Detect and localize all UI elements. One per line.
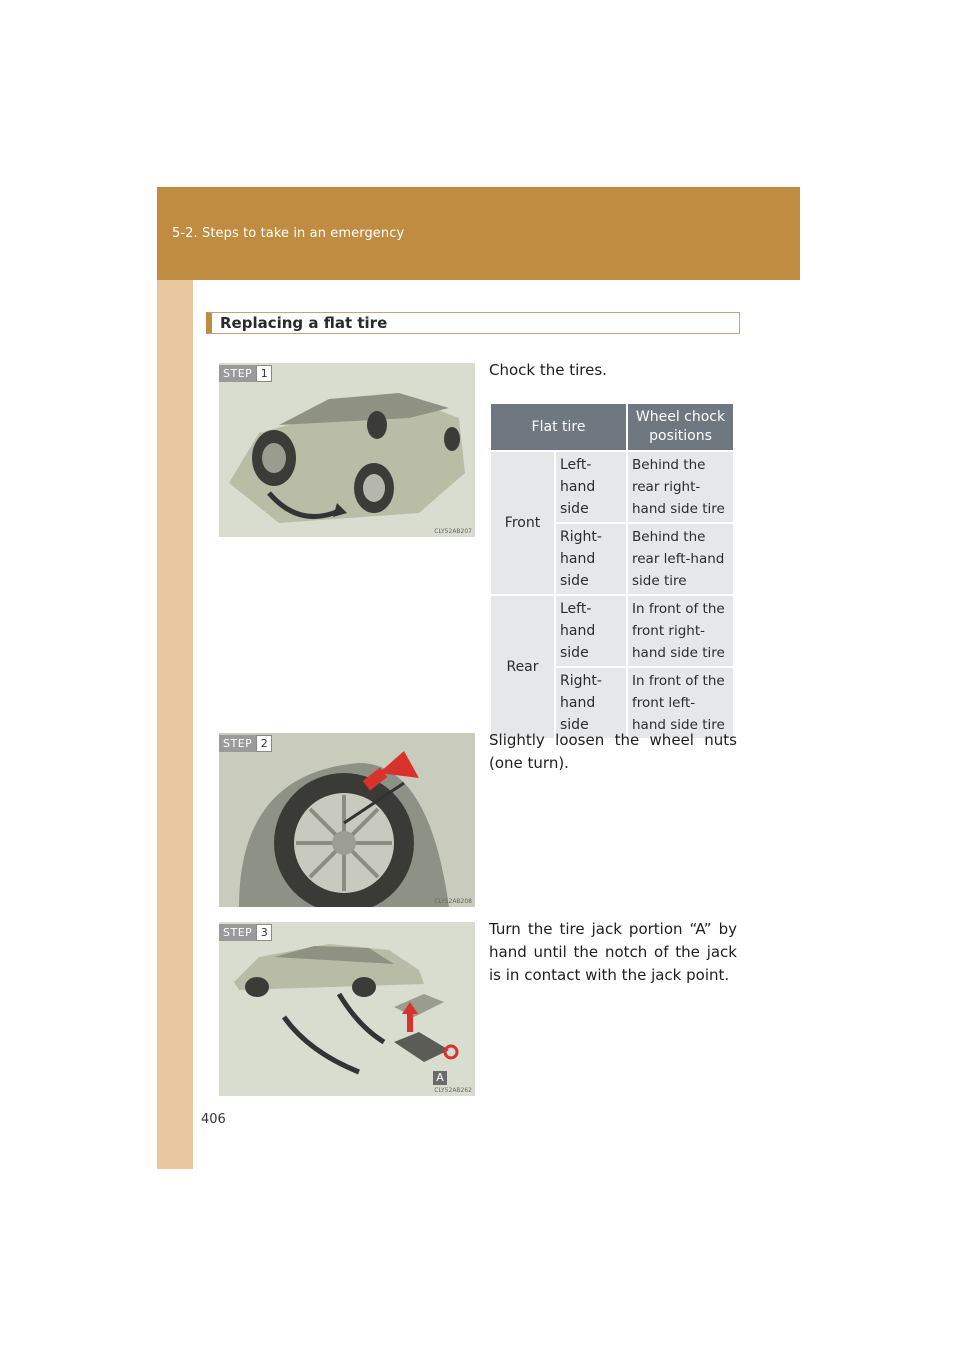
table-group-front: Front: [490, 451, 555, 595]
table-group-rear: Rear: [490, 595, 555, 739]
step-label: STEP: [219, 924, 256, 941]
step-3-text: Turn the tire jack portion “A” by hand until the notch of the jack is in contact with the jack point.: [489, 920, 737, 984]
section-heading: [206, 312, 740, 334]
image-code: CLY52AB262: [434, 1087, 472, 1094]
image-code: CLY52AB208: [434, 898, 472, 905]
step-number: 2: [256, 735, 272, 752]
table-cell-side: Left-hand side: [555, 595, 627, 667]
header-section-title: 5-2. Steps to take in an emergency: [172, 226, 405, 241]
step-2-badge: [219, 735, 272, 752]
step-1-figure: [219, 363, 475, 537]
step-2-figure: [219, 733, 475, 907]
step-label: STEP: [219, 735, 256, 752]
step-3-figure: [219, 922, 475, 1096]
callout-label-a: A: [433, 1071, 447, 1085]
step-label: STEP: [219, 365, 256, 382]
table-row: [490, 451, 734, 523]
step-1-text: Chock the tires.: [489, 361, 607, 379]
image-code: CLY52AB207: [434, 528, 472, 535]
table-cell-position: Behind the rear left-hand side tire: [627, 523, 734, 595]
page-header: [157, 187, 800, 280]
section-heading-text: Replacing a flat tire: [220, 314, 388, 332]
table-cell-position: Behind the rear right-hand side tire: [627, 451, 734, 523]
page-sidebar: [157, 187, 193, 1169]
step-2-text: Slightly loosen the wheel nuts (one turn).: [489, 731, 737, 772]
page-number: 406: [201, 1112, 226, 1127]
table-header-row: [490, 403, 734, 451]
step-number: 1: [256, 365, 272, 382]
table-cell-position: In front of the front left-hand side tire: [627, 667, 734, 739]
wheel-chock-table: [489, 402, 735, 740]
step-1-badge: [219, 365, 272, 382]
table-header-chock-positions: Wheel chock positions: [627, 403, 734, 451]
table-cell-side: Right-hand side: [555, 523, 627, 595]
table-cell-side: Left-hand side: [555, 451, 627, 523]
table-cell-position: In front of the front right-hand side tire: [627, 595, 734, 667]
step-3-badge: [219, 924, 272, 941]
table-row: [490, 595, 734, 667]
step-number: 3: [256, 924, 272, 941]
table-header-flat-tire: Flat tire: [490, 403, 627, 451]
table-cell-side: Right-hand side: [555, 667, 627, 739]
